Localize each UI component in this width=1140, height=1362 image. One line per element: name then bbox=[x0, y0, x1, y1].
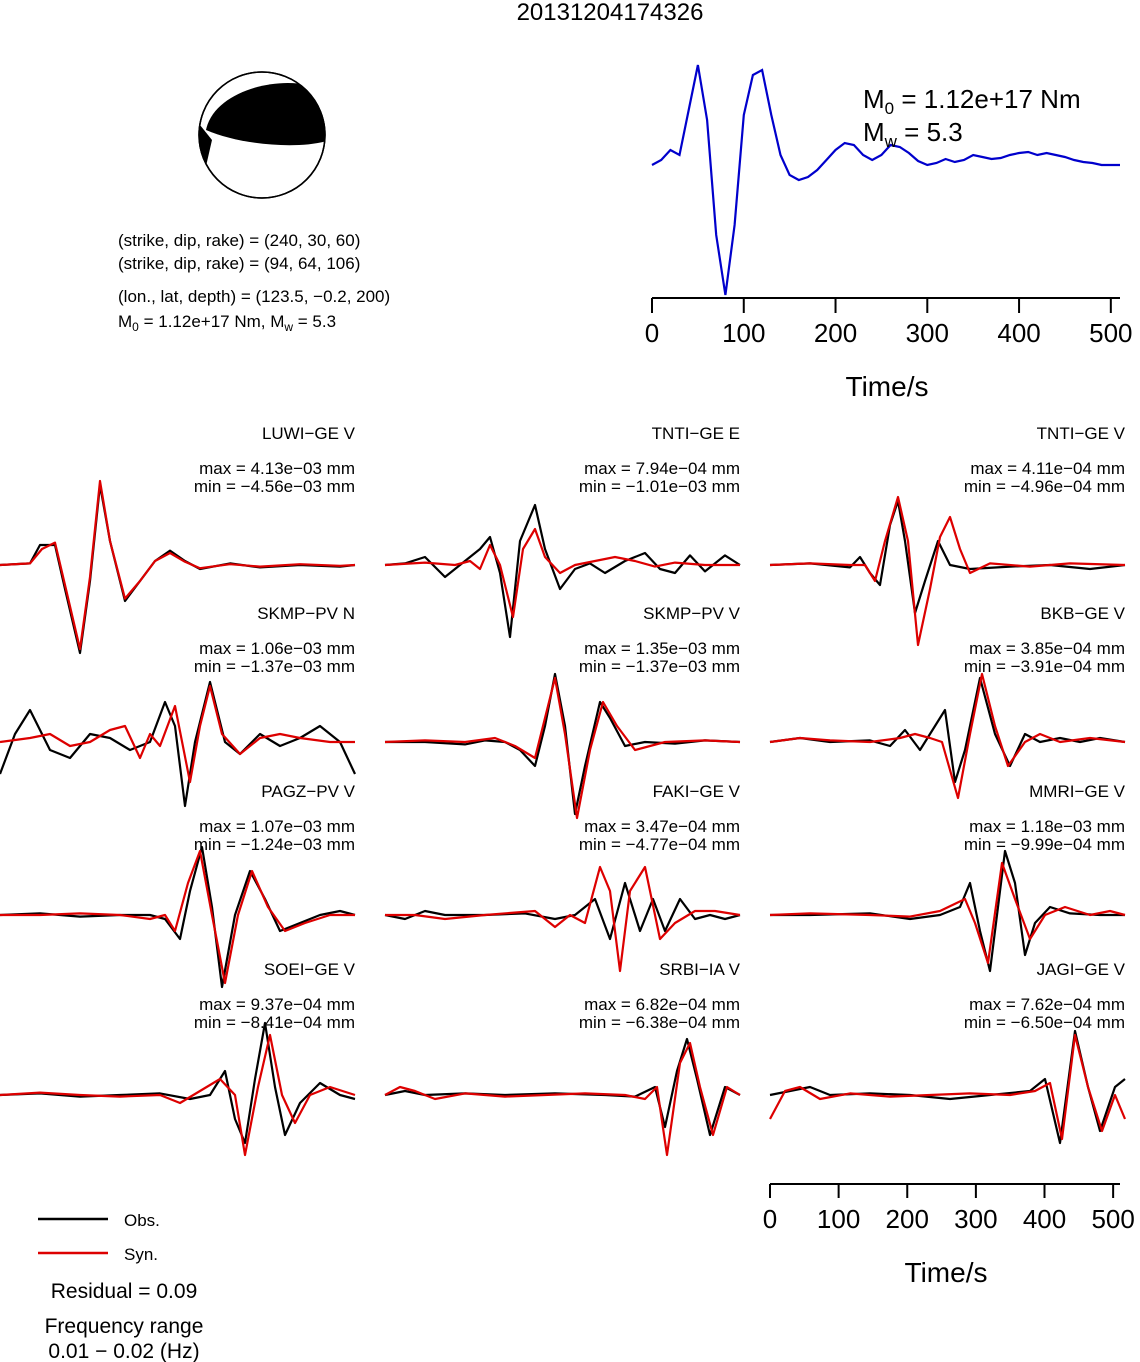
observed-trace bbox=[770, 501, 1125, 613]
legend-syn-label: Syn. bbox=[124, 1245, 159, 1264]
synthetic-trace bbox=[770, 674, 1125, 798]
max-amplitude-label: max = 3.85e−04 mm bbox=[969, 639, 1125, 658]
frequency-range-title: Frequency range bbox=[44, 1315, 204, 1338]
waveform-panel bbox=[385, 782, 741, 971]
synthetic-trace bbox=[385, 867, 740, 971]
figure-title: 20131204174326 bbox=[516, 0, 704, 26]
waveform-x-ticks bbox=[763, 1184, 1135, 1234]
nodal-plane-2: (strike, dip, rake) = (94, 64, 106) bbox=[118, 254, 361, 273]
stf-tick-label: 0 bbox=[644, 318, 660, 348]
min-amplitude-label: min = −1.37e−03 mm bbox=[578, 657, 740, 676]
min-amplitude-label: min = −6.38e−04 mm bbox=[578, 1013, 740, 1032]
max-amplitude-label: max = 1.35e−03 mm bbox=[584, 639, 740, 658]
waveform-panel bbox=[0, 960, 356, 1155]
waveform-panels bbox=[0, 424, 1126, 1155]
waveform-panel bbox=[0, 604, 355, 806]
synthetic-trace bbox=[0, 686, 355, 782]
observed-trace bbox=[0, 1023, 355, 1143]
source-time-function-plot bbox=[645, 65, 1133, 402]
waveform-panel bbox=[0, 782, 356, 987]
focal-mechanism-beachball bbox=[196, 72, 330, 198]
waveform-panel bbox=[770, 782, 1126, 971]
stf-mw-label: $M_w = 5.3$ bbox=[863, 117, 963, 151]
max-amplitude-label: max = 7.62e−04 mm bbox=[969, 995, 1125, 1014]
max-amplitude-label: max = 1.06e−03 mm bbox=[199, 639, 355, 658]
station-label: TNTI−GE E bbox=[651, 424, 740, 443]
waveform-tick-label: 400 bbox=[1022, 1204, 1067, 1234]
max-amplitude-label: max = 1.07e−03 mm bbox=[199, 817, 355, 836]
frequency-range-value: 0.01 − 0.02 (Hz) bbox=[48, 1340, 200, 1362]
hypocenter: (lon., lat, depth) = (123.5, −0.2, 200) bbox=[118, 287, 391, 306]
min-amplitude-label: min = −1.01e−03 mm bbox=[578, 477, 740, 496]
max-amplitude-label: max = 9.37e−04 mm bbox=[199, 995, 355, 1014]
min-amplitude-label: min = −9.99e−04 mm bbox=[963, 835, 1125, 854]
observed-trace bbox=[385, 1039, 740, 1135]
min-amplitude-label: min = −4.56e−03 mm bbox=[193, 477, 355, 496]
legend bbox=[38, 1211, 160, 1264]
max-amplitude-label: max = 1.18e−03 mm bbox=[969, 817, 1125, 836]
mechanism-info bbox=[118, 231, 390, 334]
stf-tick-label: 500 bbox=[1089, 318, 1133, 348]
stf-x-axis-label: Time/s bbox=[845, 371, 929, 402]
station-label: JAGI−GE V bbox=[1036, 960, 1125, 979]
min-amplitude-label: min = −1.24e−03 mm bbox=[193, 835, 355, 854]
station-label: SOEI−GE V bbox=[263, 960, 355, 979]
stf-tick-label: 200 bbox=[813, 318, 858, 348]
stf-m0-label: $M_0 = 1.12e+17$ Nm bbox=[863, 84, 1081, 118]
observed-trace bbox=[770, 851, 1125, 971]
station-label: MMRI−GE V bbox=[1029, 782, 1125, 801]
legend-obs-label: Obs. bbox=[124, 1211, 160, 1230]
observed-trace bbox=[0, 485, 355, 653]
waveform-panel bbox=[385, 960, 741, 1155]
min-amplitude-label: min = −1.37e−03 mm bbox=[193, 657, 355, 676]
waveform-panel bbox=[770, 604, 1126, 798]
max-amplitude-label: max = 4.13e−03 mm bbox=[199, 459, 355, 478]
stf-tick-label: 300 bbox=[905, 318, 949, 348]
waveform-tick-label: 500 bbox=[1091, 1204, 1135, 1234]
station-label: BKB−GE V bbox=[1040, 604, 1125, 623]
observed-trace bbox=[770, 1031, 1125, 1143]
station-label: FAKI−GE V bbox=[652, 782, 740, 801]
max-amplitude-label: max = 6.82e−04 mm bbox=[584, 995, 740, 1014]
min-amplitude-label: min = −3.91e−04 mm bbox=[963, 657, 1125, 676]
max-amplitude-label: max = 7.94e−04 mm bbox=[584, 459, 740, 478]
station-label: LUWI−GE V bbox=[261, 424, 355, 443]
waveform-x-axis-label: Time/s bbox=[904, 1257, 988, 1288]
station-label: TNTI−GE V bbox=[1036, 424, 1125, 443]
min-amplitude-label: min = −6.50e−04 mm bbox=[963, 1013, 1125, 1032]
waveform-panel bbox=[770, 960, 1126, 1143]
max-amplitude-label: max = 3.47e−04 mm bbox=[584, 817, 740, 836]
waveform-time-axis bbox=[763, 1184, 1135, 1288]
max-amplitude-label: max = 4.11e−04 mm bbox=[970, 459, 1125, 478]
stf-tick-label: 400 bbox=[997, 318, 1041, 348]
waveform-tick-label: 0 bbox=[762, 1204, 778, 1234]
observed-trace bbox=[770, 678, 1125, 782]
station-label: SKMP−PV N bbox=[257, 604, 355, 623]
stf-x-ticks bbox=[645, 298, 1133, 348]
synthetic-trace bbox=[385, 1043, 740, 1155]
residual-text: Residual = 0.09 bbox=[50, 1280, 198, 1303]
waveform-tick-label: 100 bbox=[816, 1204, 861, 1234]
station-label: SKMP−PV V bbox=[643, 604, 740, 623]
waveform-tick-label: 200 bbox=[885, 1204, 929, 1234]
synthetic-trace bbox=[0, 481, 355, 649]
observed-trace bbox=[385, 883, 740, 939]
stf-tick-label: 100 bbox=[722, 318, 766, 348]
nodal-plane-1: (strike, dip, rake) = (240, 30, 60) bbox=[118, 231, 361, 250]
station-label: SRBI−IA V bbox=[659, 960, 740, 979]
station-label: PAGZ−PV V bbox=[261, 782, 355, 801]
min-amplitude-label: min = −4.77e−04 mm bbox=[578, 835, 740, 854]
waveform-tick-label: 300 bbox=[954, 1204, 998, 1234]
moment-magnitude-line: $M_0 = 1.12e+17$ Nm, $M_w = 5.3$ bbox=[118, 312, 337, 334]
min-amplitude-label: min = −4.96e−04 mm bbox=[963, 477, 1125, 496]
min-amplitude-label: min = −8.41e−04 mm bbox=[193, 1013, 355, 1032]
